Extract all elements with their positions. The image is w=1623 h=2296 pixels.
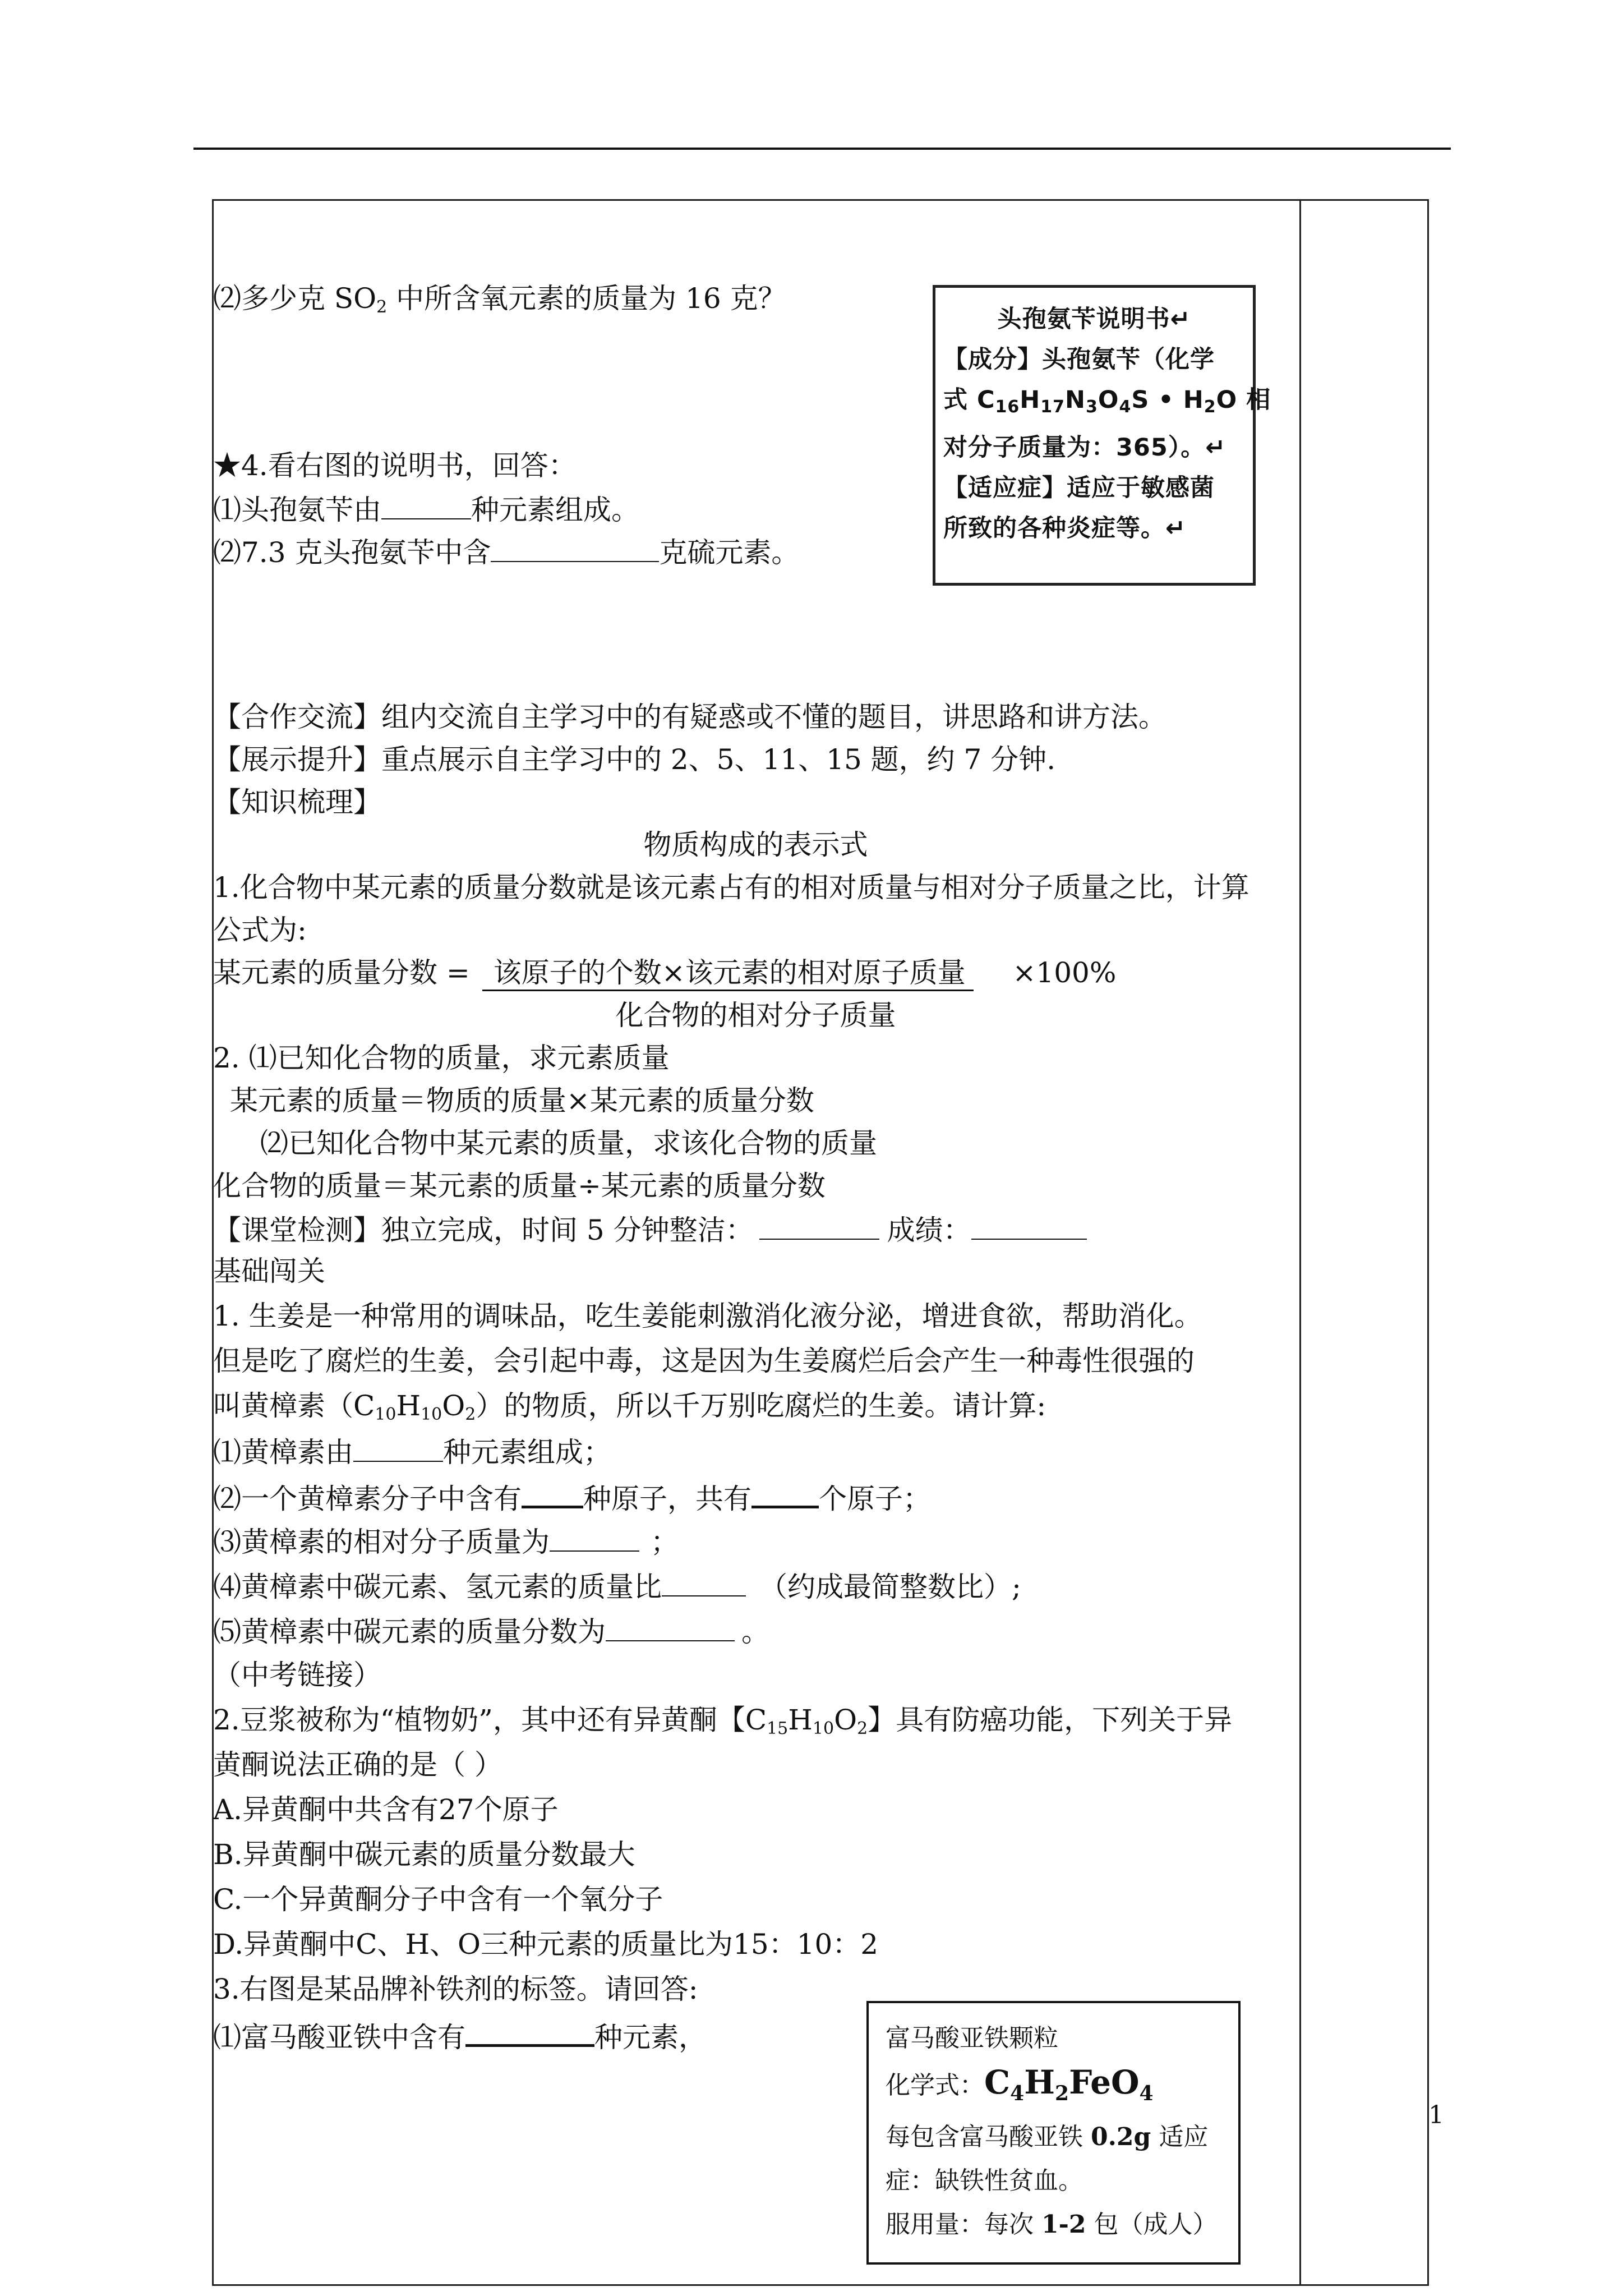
knowledge-1-line-b: 公式为:	[213, 914, 307, 946]
answer-blank[interactable]	[662, 1568, 746, 1596]
knowledge-1-line-a: 1.化合物中某元素的质量分数就是该元素占有的相对质量与相对分子质量之比，计算	[213, 871, 1249, 904]
drug-label-line: 对分子质量为：365）。↵	[943, 434, 1227, 462]
problem-1-line-b: 但是吃了腐烂的生姜，会引起中毒，这是因为生姜腐烂后会产生一种毒性很强的	[213, 1345, 1195, 1377]
basic-level-title: 基础闯关	[213, 1255, 325, 1287]
knowledge-2-d: 化合物的质量＝某元素的质量÷某元素的质量分数	[213, 1170, 826, 1202]
problem-1-q1: ⑴黄樟素由 种元素组成；	[213, 1434, 611, 1469]
problem-2-line-a: 2.豆浆被称为“植物奶”，其中还有异黄酮【$C_{15}H_{10}O_2$】具有防癌功能，下列关于异	[213, 1704, 1233, 1738]
knowledge-2-b: 某元素的质量＝物质的质量×某元素的质量分数	[230, 1084, 814, 1117]
table-border-top	[212, 199, 1429, 201]
answer-blank[interactable]	[353, 1434, 443, 1462]
knowledge-section-title: 【知识梳理】	[213, 786, 381, 818]
problem-1-line-c: 叫黄樟素$(C_{10}H_{10}O_2)$的物质，所以千万别吃腐烂的生姜。请计算:	[213, 1389, 1046, 1424]
problem-1-q2: ⑵一个黄樟素分子中含有 种原子，共有 个原子；	[213, 1479, 931, 1516]
knowledge-2-a: 2. ⑴已知化合物的质量，求元素质量	[213, 1042, 670, 1074]
problem-2-line-b: 黄酮说法正确的是（ ）	[213, 1749, 502, 1781]
cefalexin-instructions-image	[933, 285, 1271, 586]
problem-3-line-a: 3.右图是某品牌补铁剂的标签。请回答:	[213, 1973, 698, 2005]
question-4-title: ★4.看右图的说明书，回答：	[213, 449, 577, 482]
section-heading: 物质构成的表示式	[643, 829, 868, 861]
mass-fraction-formula: 某元素的质量分数 = 该原子的个数×该元素的相对原子质量 ×100%	[213, 956, 1116, 991]
drug-label-title: 头孢氨苄说明书↵	[997, 305, 1191, 333]
drug-label-formula: 式 $C_{16}H_{17}N_3O_4S$ • $H_2O$ 相	[943, 386, 1271, 417]
problem-3-line-b: ⑴富马酸亚铁中含有 种元素，	[213, 2017, 707, 2054]
iron-label-formula: 化学式：$C_4H_2FeO_4$	[886, 2063, 1154, 2105]
option-d: D.异黄酮中C、H、O三种元素的质量比为15：10：2	[213, 1928, 879, 1961]
iron-supplement-label	[866, 2001, 1241, 2265]
answer-blank[interactable]	[491, 534, 659, 562]
problem-1-line-a: 1. 生姜是一种常用的调味品，吃生姜能刺激消化液分泌，增进食欲，帮助消化。	[213, 1300, 1202, 1332]
problem-1-q3: ⑶黄樟素的相对分子质量为 ；	[213, 1524, 679, 1559]
drug-label-line: 所致的各种炎症等。↵	[943, 514, 1187, 542]
score-blank[interactable]	[971, 1212, 1087, 1240]
neatness-blank[interactable]	[759, 1212, 879, 1240]
iron-label-name: 富马酸亚铁颗粒	[886, 2024, 1058, 2053]
drug-label-line: 【适应症】适应于敏感菌	[943, 474, 1215, 502]
option-c: C.一个异黄酮分子中含有一个氧分子	[213, 1883, 663, 1916]
page-number: 1	[1428, 2101, 1444, 2129]
formula-denominator: 化合物的相对分子质量	[615, 999, 896, 1032]
answer-blank[interactable]	[465, 2017, 594, 2047]
answer-blank[interactable]	[751, 1479, 819, 1508]
header-rule	[193, 148, 1451, 150]
showcase-section: 【展示提升】重点展示自主学习中的 2、5、11、15 题，约 7 分钟.	[213, 743, 1056, 776]
iron-label-indication: 症：缺铁性贫血。	[886, 2166, 1083, 2195]
problem-1-q4: ⑷黄樟素中碳元素、氢元素的质量比 （约成最简整数比）;	[213, 1568, 1021, 1604]
iron-label-dose: 每包含富马酸亚铁 0.2g 适应	[886, 2123, 1209, 2151]
cooperation-section: 【合作交流】组内交流自主学习中的有疑惑或不懂的题目，讲思路和讲方法。	[213, 701, 1166, 733]
answer-blank[interactable]	[550, 1524, 639, 1552]
iron-label-usage: 服用量：每次 1-2 包（成人）	[886, 2210, 1218, 2239]
answer-blank[interactable]	[606, 1613, 735, 1641]
question-2-2: ⑵多少克 $SO_2$ 中所含氧元素的质量为 16 克？	[213, 282, 786, 317]
table-column-divider	[1299, 199, 1301, 2286]
table-border-bottom	[212, 2284, 1429, 2286]
drug-label-line: 【成分】头孢氨苄（化学	[943, 346, 1215, 374]
exam-link-label: （中考链接）	[213, 1659, 381, 1691]
question-4-a: ⑴头孢氨苄由 种元素组成。	[213, 491, 639, 527]
answer-blank[interactable]	[381, 491, 471, 519]
knowledge-2-c: ⑵已知化合物中某元素的质量，求该化合物的质量	[260, 1127, 877, 1159]
option-b: B.异黄酮中碳元素的质量分数最大	[213, 1838, 635, 1871]
option-a: A.异黄酮中共含有27个原子	[213, 1793, 559, 1826]
formula-numerator: 该原子的个数×该元素的相对原子质量	[482, 956, 974, 991]
class-test-line: 【课堂检测】独立完成，时间 5 分钟整洁： 成绩：	[213, 1212, 1087, 1247]
table-border-right	[1427, 199, 1429, 2286]
problem-1-q5: ⑸黄樟素中碳元素的质量分数为 。	[213, 1613, 769, 1649]
answer-blank[interactable]	[522, 1479, 583, 1508]
question-4-b: ⑵7.3 克头孢氨苄中含 克硫元素。	[213, 534, 799, 569]
